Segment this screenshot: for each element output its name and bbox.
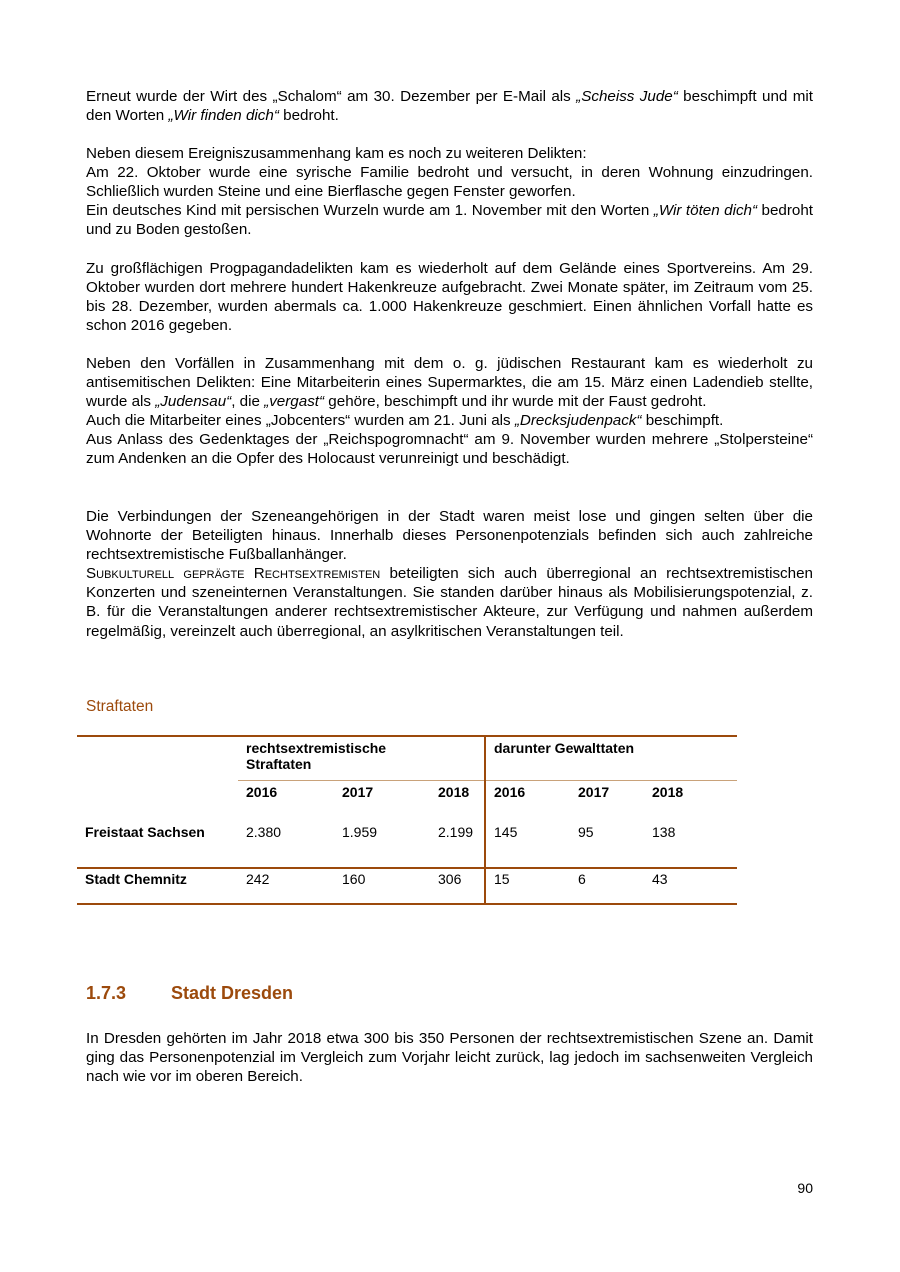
line: Neben diesem Ereigniszusammenhang kam es noch zu weiteren Delikten: xyxy=(86,145,587,162)
text: , die xyxy=(231,393,265,411)
crime-table xyxy=(77,735,737,905)
table-title: Straftaten xyxy=(86,698,154,715)
quote: „vergast“ xyxy=(264,393,325,411)
cell: 95 xyxy=(578,824,594,840)
text: Erneut wurde der Wirt des „Schalom“ am 30. Dezember per E-Mail als xyxy=(86,88,577,105)
text: Ein deutsches Kind mit persischen Wurzeln wurde am 1. November mit den Worten xyxy=(86,202,654,220)
quote: „Judensau“ xyxy=(155,393,232,411)
group-header-2: darunter Gewalttaten xyxy=(485,736,737,780)
year-header: 2018 xyxy=(430,780,485,824)
year-header: 2017 xyxy=(570,780,644,824)
cell: 6 xyxy=(570,868,644,904)
cell: 2.380 xyxy=(246,824,282,840)
text: In Dresden gehörten im Jahr 2018 etwa 300 bis 350 Personen der rechtsextremistischen Szene an. Damit ging das Personenpotenzial im Vergleich zum Vorjahr leicht zurück, lag jedoch im sachsenweiten Vergleich nach wie vor im oberen Bereich. xyxy=(86,1030,813,1086)
page-number: 90 xyxy=(797,1180,813,1196)
cell: 43 xyxy=(644,868,737,904)
cell: 2.199 xyxy=(438,824,474,840)
paragraph-6 xyxy=(86,1029,813,1086)
line: Am 22. Oktober wurde eine syrische Familie bedroht und versucht, in deren Wohnung einzudringen. Schließlich wurden Steine und eine Bierflasche gegen Fenster geworfen. xyxy=(86,164,813,201)
paragraph-2 xyxy=(86,144,813,239)
paragraph-4 xyxy=(86,354,813,469)
text: Die Verbindungen der Szeneangehörigen in der Stadt waren meist lose und gingen selten über die Wohnorte der Beteiligten hinaus. Innerhalb dieses Personenpotenzials befinden sich auch zahlreiche rechtsextremistische Fußballanhänger. xyxy=(86,508,813,564)
section-number: 1.7.3 xyxy=(86,983,127,1003)
paragraph-1 xyxy=(86,87,813,125)
text: beschimpft. xyxy=(641,412,724,430)
year-header: 2018 xyxy=(644,780,737,824)
quote: „Wir töten dich“ xyxy=(653,202,758,220)
quote: „Wir finden dich“ xyxy=(168,107,279,125)
text: Neben den Vorfällen in Zusammenhang mit dem o. g. jüdischen Restaurant kam es wiederholt zu antisemitischen Delikten: Eine Mitarbeiterin eines Supermarktes, die am 15. März einen Ladendieb stellte, wurde als xyxy=(86,355,813,411)
text: gehöre, beschimpft und ihr wurde mit der Faust gedroht. xyxy=(324,393,707,411)
text: beteiligten sich auch überregional an rechtsextremistischen Konzerten und szeneinternen Veranstaltungen. Sie standen darüber hinaus als Mobilisierungspotenzial, z. B. für die Veranstaltungen anderer rechtsextremistischer Akteure, zur Verfügung und nahmen außerdem regelmäßig, vereinzelt auch überregional, an asylkritischen Veranstaltungen teil. xyxy=(86,565,813,640)
cell: 145 xyxy=(485,824,570,868)
small-caps-term: Subkulturell geprägte Rechtsextremisten xyxy=(86,565,381,583)
cell: 242 xyxy=(238,868,334,904)
cell: 306 xyxy=(430,868,485,904)
row-label: Freistaat Sachsen xyxy=(85,824,205,840)
text: Aus Anlass des Gedenktages der „Reichspogromnacht“ am 9. November wurden mehrere „Stolpersteine“ zum Andenken an die Opfer des Holocaust verunreinigt und beschädigt. xyxy=(86,431,813,468)
year-corner xyxy=(77,780,238,824)
section-heading xyxy=(86,983,293,1004)
paragraph-5 xyxy=(86,507,813,641)
cell: 1.959 xyxy=(342,824,378,840)
quote: „Scheiss Jude“ xyxy=(576,88,678,105)
section-title: Stadt Dresden xyxy=(171,983,294,1003)
text: beschimpft und mit den Worten xyxy=(86,88,813,125)
group-header-1: rechtsextremistische Straftaten xyxy=(238,736,485,780)
year-header: 2016 xyxy=(485,780,570,824)
table-corner xyxy=(77,736,238,780)
cell: 138 xyxy=(652,824,676,840)
year-header: 2016 xyxy=(238,780,334,824)
text: bedroht. xyxy=(278,107,339,125)
table-row xyxy=(77,824,737,868)
text: bedroht und zu Boden gestoßen. xyxy=(86,202,814,239)
text: Auch die Mitarbeiter eines „Jobcenters“ wurden am 21. Juni als xyxy=(86,412,515,430)
table-row xyxy=(77,868,737,904)
year-header: 2017 xyxy=(334,780,430,824)
paragraph-3 xyxy=(86,259,813,335)
text: Zu großflächigen Progpagandadelikten kam es wiederholt auf dem Gelände eines Sportvereins. Am 29. Oktober wurden dort mehrere hundert Hakenkreuze aufgebracht. Zwei Monate später, im Zeitraum vom 25. bis 28. Dezember, wurden abermals ca. 1.000 Hakenkreuze geschmiert. Einen ähnlichen Vorfall hatte es schon 2016 gegeben. xyxy=(86,260,813,335)
quote: „Drecksjudenpack“ xyxy=(514,412,642,430)
cell: 160 xyxy=(334,868,430,904)
cell: 15 xyxy=(485,868,570,904)
row-label: Stadt Chemnitz xyxy=(77,868,238,904)
